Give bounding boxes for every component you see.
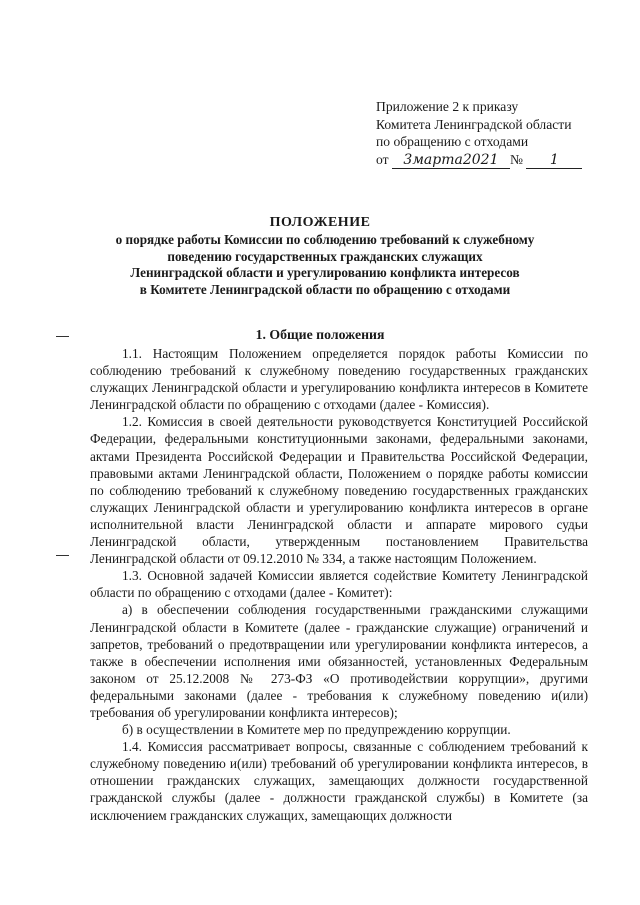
paragraph-1-4: 1.4. Комиссия рассматривает вопросы, связанные с соблюдением требований к служебному поведению и(или) требований об урегулировании конфликта интересов, в отношении гражданских служащих, замещающих должности государственной гражданской службы (далее - должности гражданской службы) в Комитете (за исключением гражданских служащих, замещающих должности	[90, 739, 588, 823]
subtitle-line: в Комитете Ленинградской области по обращению с отходами	[139, 281, 511, 297]
section-title: 1. Общие положения	[255, 327, 385, 342]
appendix-line-1: Приложение 2 к приказу	[376, 99, 519, 114]
handwritten-date: 3марта2021	[392, 153, 510, 169]
from-label: от	[376, 151, 389, 167]
paragraph-1-1: 1.1. Настоящим Положением определяется порядок работы Комиссии по соблюдению требований к служебному поведению государственных гражданских служащих Ленинградской области и урегулированию конфликта интересов в Комитете Ленинградской области по обращению с отходами (далее - Комиссия).	[90, 346, 588, 413]
paragraph-1-3-b: б) в осуществлении в Комитете мер по предупреждению коррупции.	[122, 722, 511, 738]
appendix-line-2: Комитета Ленинградской области	[376, 116, 572, 132]
subtitle-line: о порядке работы Комиссии по соблюдению требований к служебному	[115, 232, 535, 247]
document-subtitle	[90, 232, 560, 298]
appendix-line-3: по обращению с отходами	[376, 134, 529, 149]
paragraph-1-3: 1.3. Основной задачей Комиссии является содействие Комитету Ленинградской области по обращению с отходами (далее - Комитет):	[90, 568, 588, 601]
margin-mark	[56, 336, 69, 337]
paragraph-1-3-a: а) в обеспечении соблюдения государственными гражданскими служащими Ленинградской области в Комитете (далее - гражданские служащие) ограничений и запретов, требований о предотвращении или урегулировании конфликта интересов, а также в обеспечении исполнения ими обязанностей, установленных Федеральным законом от 25.12.2008 № 273-ФЗ «О противодействии коррупции», другими федеральными законами (далее - требования к служебному поведению и(или) требования об урегулировании конфликта интересов);	[90, 602, 588, 720]
subtitle-line: поведению государственных гражданских служащих	[167, 248, 483, 264]
handwritten-number: 1	[526, 153, 582, 169]
appendix-date-number-line	[376, 151, 582, 169]
number-label: №	[509, 151, 523, 167]
appendix-block	[376, 98, 582, 169]
subtitle-line: Ленинградской области и урегулированию конфликта интересов	[130, 265, 520, 281]
document-body	[90, 345, 588, 824]
paragraph-1-2: 1.2. Комиссия в своей деятельности руководствуется Конституцией Российской Федерации, федеральными конституционными законами, федеральными законами, актами Президента Российской Федерации и Правительства Российской Федерации, правовыми актами Ленинградской области, Положением о порядке работы комиссии по соблюдению требований к служебному поведению государственных гражданских служащих Ленинградской области и урегулированию конфликта интересов в органе исполнительной власти Ленинградской области и аппарате мирового судьи Ленинградской области, утвержденным постановлением Правительства Ленинградской области от 09.12.2010 № 334, а также настоящим Положением.	[90, 414, 588, 567]
margin-mark	[56, 555, 69, 556]
document-title: ПОЛОЖЕНИЕ	[269, 215, 371, 230]
